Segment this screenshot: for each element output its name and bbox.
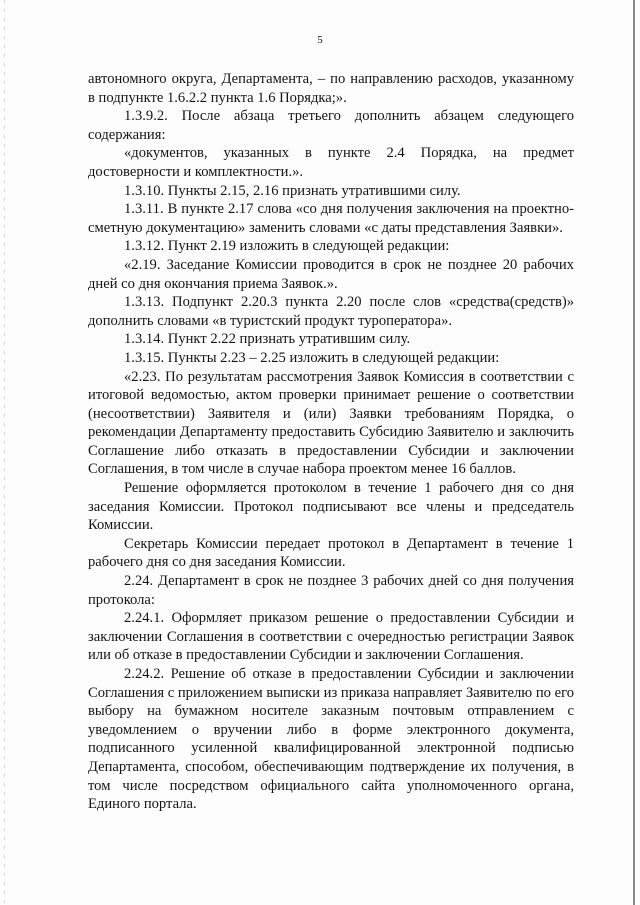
paragraph: 1.3.11. В пункте 2.17 слова «со дня получения заключения на проектно-сметную документацию» заменить словами «с даты представления Заявки». [88,201,574,236]
paragraph: 1.3.9.2. После абзаца третьего дополнить абзацем следующего содержания: [88,108,574,143]
paragraph: «2.23. По результатам рассмотрения Заявок Комиссия в соответствии с итоговой ведомостью, актом проверки принимает решение о соответствии (несоответствии) Заявителя и (или) Заявки требованиям Порядка, о рекомендации Департаменту предоставить Субсидию Заявителю и заключить Соглашение либо отказать в предоставлении Субсидии и заключении Соглашения, в том числе в случае набора проектом менее 16 баллов. [88,368,574,478]
paragraph: 1.3.12. Пункт 2.19 изложить в следующей редакции: [124,238,450,255]
paragraph: 2.24.1. Оформляет приказом решение о предоставлении Субсидии и заключении Соглашения в соответствии с очередностью регистрации Заявок или об отказе в предоставлении Субсидии и заключении Соглашения. [88,610,574,664]
paragraph: «документов, указанных в пункте 2.4 Порядка, на предмет достоверности и комплектности.». [88,145,574,180]
paragraph-continuation: автономного округа, Департамента, – по направлению расходов, указанному в подпункте 1.6.2.2 пункта 1.6 Порядка;». [88,71,574,106]
scan-left-edge [4,0,5,905]
document-body [88,70,574,814]
paragraph: «2.19. Заседание Комиссии проводится в срок не позднее 20 рабочих дней со дня окончания приема Заявок.». [88,256,574,292]
paragraph: Секретарь Комиссии передает протокол в Департамент в течение 1 рабочего дня со дня заседания Комиссии. [88,535,574,571]
scan-right-edge [633,0,635,905]
paragraph: 2.24.2. Решение об отказе в предоставлении Субсидии и заключении Соглашения с приложением выписки из приказа направляет Заявителю по его выбору на бумажном носителе заказным почтовым отправлением с уведомлением о вручении либо в форме электронного документа, подписанного усиленной квалифицированной электронной подписью Департамента, способом, обеспечивающим подтверждение их получения, в том числе посредством официального сайта уполномоченного органа, Единого портала. [88,666,574,813]
paragraph: 2.24. Департамент в срок не позднее 3 рабочих дней со дня получения протокола: [88,573,574,608]
paragraph: 1.3.15. Пункты 2.23 – 2.25 изложить в следующей редакции: [124,349,500,366]
paragraph: Решение оформляется протоколом в течение 1 рабочего дня со дня заседания Комиссии. Протокол подписывают все члены и председатель Комиссии. [88,480,574,534]
paragraph: 1.3.14. Пункт 2.22 признать утратившим силу. [124,331,411,348]
page-number: 5 [317,34,323,46]
paragraph: 1.3.13. Подпункт 2.20.3 пункта 2.20 после слов «средства(средств)» дополнить словами «в туристский продукт туроператора». [88,294,574,329]
paragraph: 1.3.10. Пункты 2.15, 2.16 признать утратившими силу. [124,182,461,199]
